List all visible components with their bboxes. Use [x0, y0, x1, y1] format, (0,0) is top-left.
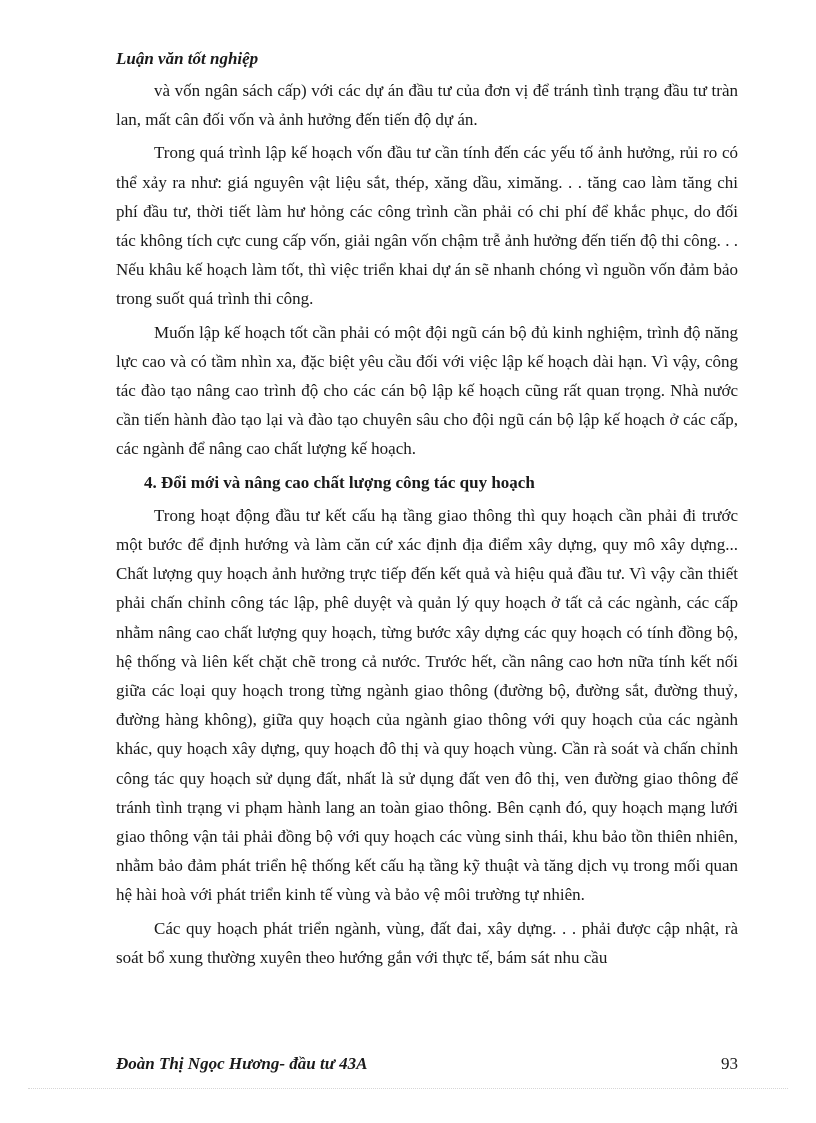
page-number: 93: [721, 1054, 738, 1073]
main-body: [116, 76, 738, 976]
paragraph-continuation: và vốn ngân sách cấp) với các dự án đầu tư của đơn vị để tránh tình trạng đầu tư tràn lan, mất cân đối vốn và ảnh hưởng đến tiến độ dự án.: [116, 81, 738, 130]
footer-author: Đoàn Thị Ngọc Hương- đầu tư 43A: [116, 1054, 368, 1073]
section-heading-4: 4. Đổi mới và nâng cao chất lượng công tác quy hoạch: [144, 472, 535, 492]
paragraph-planning-staff: Muốn lập kế hoạch tốt cần phải có một đội ngũ cán bộ đủ kinh nghiệm, trình độ năng lực cao và có tầm nhìn xa, đặc biệt yêu cầu đối với việc lập kế hoạch dài hạn. Vì vậy, công tác đào tạo nâng cao trình độ cho các cán bộ lập kế hoạch cũng rất quan trọng. Nhà nước cần tiến hành đào tạo lại và đào tạo chuyên sâu cho đội ngũ cán bộ lập kế hoạch ở các cấp, các ngành để nâng cao chất lượng kế hoạch.: [116, 322, 738, 459]
page-bottom-divider: [28, 1088, 788, 1089]
paragraph-planning-updates: Các quy hoạch phát triển ngành, vùng, đất đai, xây dựng. . . phải được cập nhật, rà soát bổ xung thường xuyên theo hướng gắn với thực tế, bám sát nhu cầu: [116, 918, 738, 967]
running-header-title: Luận văn tốt nghiệp: [116, 49, 259, 68]
paragraph-planning-quality: Trong hoạt động đầu tư kết cấu hạ tầng giao thông thì quy hoạch cần phải đi trước một bước để định hướng và làm căn cứ xác định địa điểm xây dựng, quy mô xây dựng... Chất lượng quy hoạch ảnh hưởng trực tiếp đến kết quả và hiệu quả đầu tư. Vì vậy cần thiết phải chấn chỉnh công tác lập, phê duyệt và quản lý quy hoạch ở tất cả các ngành, các cấp nhằm nâng cao chất lượng quy hoạch, từng bước xây dựng các quy hoạch có tính đồng bộ, hệ thống và liên kết chặt chẽ trong cả nước. Trước hết, cần nâng cao hơn nữa tính kết nối giữa các loại quy hoạch trong từng ngành giao thông (đường bộ, đường sắt, đường thuỷ, đường hàng không), giữa quy hoạch của ngành giao thông với quy hoạch của các ngành khác, quy hoạch xây dựng, quy hoạch đô thị và quy hoạch vùng. Cần rà soát và chấn chỉnh công tác quy hoạch sử dụng đất, nhất là sử dụng đất ven đô thị, ven đường giao thông để tránh tình trạng vi phạm hành lang an toàn giao thông. Bên cạnh đó, quy hoạch mạng lưới giao thông vận tải phải đồng bộ với quy hoạch các vùng sinh thái, khu bảo tồn thiên nhiên, nhằm bảo đảm phát triển hệ thống kết cấu hạ tầng kỹ thuật và tăng dịch vụ trong mối quan hệ hài hoà với phát triển kinh tế vùng và bảo vệ môi trường tự nhiên.: [116, 505, 738, 905]
paragraph-investment-planning-risks: Trong quá trình lập kế hoạch vốn đầu tư cần tính đến các yếu tố ảnh hưởng, rủi ro có thể xảy ra như: giá nguyên vật liệu sắt, thép, xăng dầu, ximăng. . . tăng cao làm tăng chi phí đầu tư, thời tiết làm hư hỏng các công trình cần phải có chi phí để khắc phục, do đối tác không tích cực cung cấp vốn, giải ngân vốn chậm trễ ảnh hưởng đến tiến độ thi công. . . Nếu khâu kế hoạch làm tốt, thì việc triển khai dự án sẽ nhanh chóng vì nguồn vốn đảm bảo trong suốt quá trình thi công.: [116, 143, 738, 309]
